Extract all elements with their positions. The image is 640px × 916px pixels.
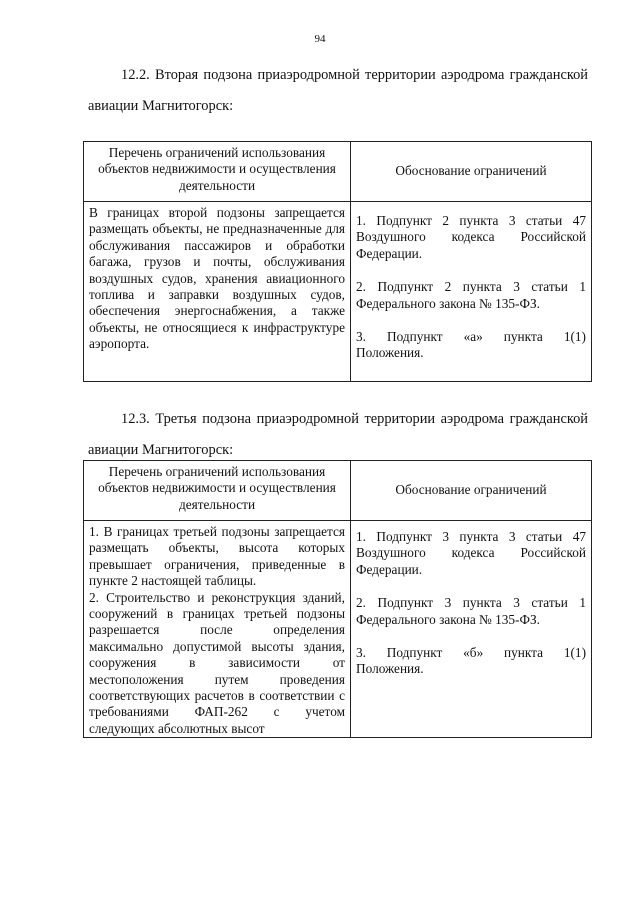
restrictions-table-subzone-2 — [83, 141, 592, 382]
column-header-restrictions: Перечень ограничений использования объектов недвижимости и осуществления деятельности — [84, 461, 351, 521]
restriction-item: 1. В границах третьей подзоны запрещается размещать объекты, высота которых превышает ограничения, приведенные в пункте 2 настоящей таблицы. — [89, 524, 345, 589]
justification-item: 2. Подпункт 3 пункта 3 статьи 1 Федерального закона № 135-ФЗ. — [356, 595, 586, 627]
justification-item: 1. Подпункт 3 пункта 3 статьи 47 Воздушного кодекса Российской Федерации. — [356, 529, 586, 577]
justification-item: 2. Подпункт 2 пункта 3 статьи 1 Федерального закона № 135-ФЗ. — [356, 279, 586, 311]
column-header-justification: Обоснование ограничений — [351, 142, 592, 202]
table-row — [84, 521, 592, 738]
justification-item: 3. Подпункт «а» пункта 1(1) Положения. — [356, 329, 586, 361]
table-header-row — [84, 142, 592, 202]
section-12-2-heading: 12.2. Вторая подзона приаэродромной территории аэродрома гражданской авиации Магнитогорск: — [88, 67, 588, 114]
column-header-justification: Обоснование ограничений — [351, 461, 592, 521]
restriction-text: В границах второй подзоны запрещается размещать объекты, не предназначенные для обслуживания пассажиров и обработки багажа, грузов и почты, обслуживания воздушных судов, хранения авиационного топлива и заправки воздушных судов, обеспечения энергоснабжения, а также объекты, не относящиеся к инфраструктуре аэропорта. — [84, 202, 351, 382]
table-row — [84, 202, 592, 382]
restriction-cell — [84, 521, 351, 738]
column-header-restrictions: Перечень ограничений использования объектов недвижимости и осуществления деятельности — [84, 142, 351, 202]
restrictions-table-subzone-3 — [83, 460, 592, 738]
restriction-item: 2. Строительство и реконструкция зданий, сооружений в границах третьей подзоны разрешается после определения максимально допустимой высоты здания, сооружения в зависимости от местоположения путем проведения соответствующих расчетов в соответствии с требованиями ФАП-262 с учетом следующих абсолютных высот — [89, 589, 345, 736]
justification-item: 3. Подпункт «б» пункта 1(1) Положения. — [356, 645, 586, 677]
justification-cell — [351, 521, 592, 738]
justification-cell — [351, 202, 592, 382]
justification-item: 1. Подпункт 2 пункта 3 статьи 47 Воздушного кодекса Российской Федерации. — [356, 213, 586, 261]
section-12-3-heading: 12.3. Третья подзона приаэродромной территории аэродрома гражданской авиации Магнитогорск: — [88, 411, 588, 458]
table-header-row — [84, 461, 592, 521]
page-number: 94 — [314, 33, 326, 45]
